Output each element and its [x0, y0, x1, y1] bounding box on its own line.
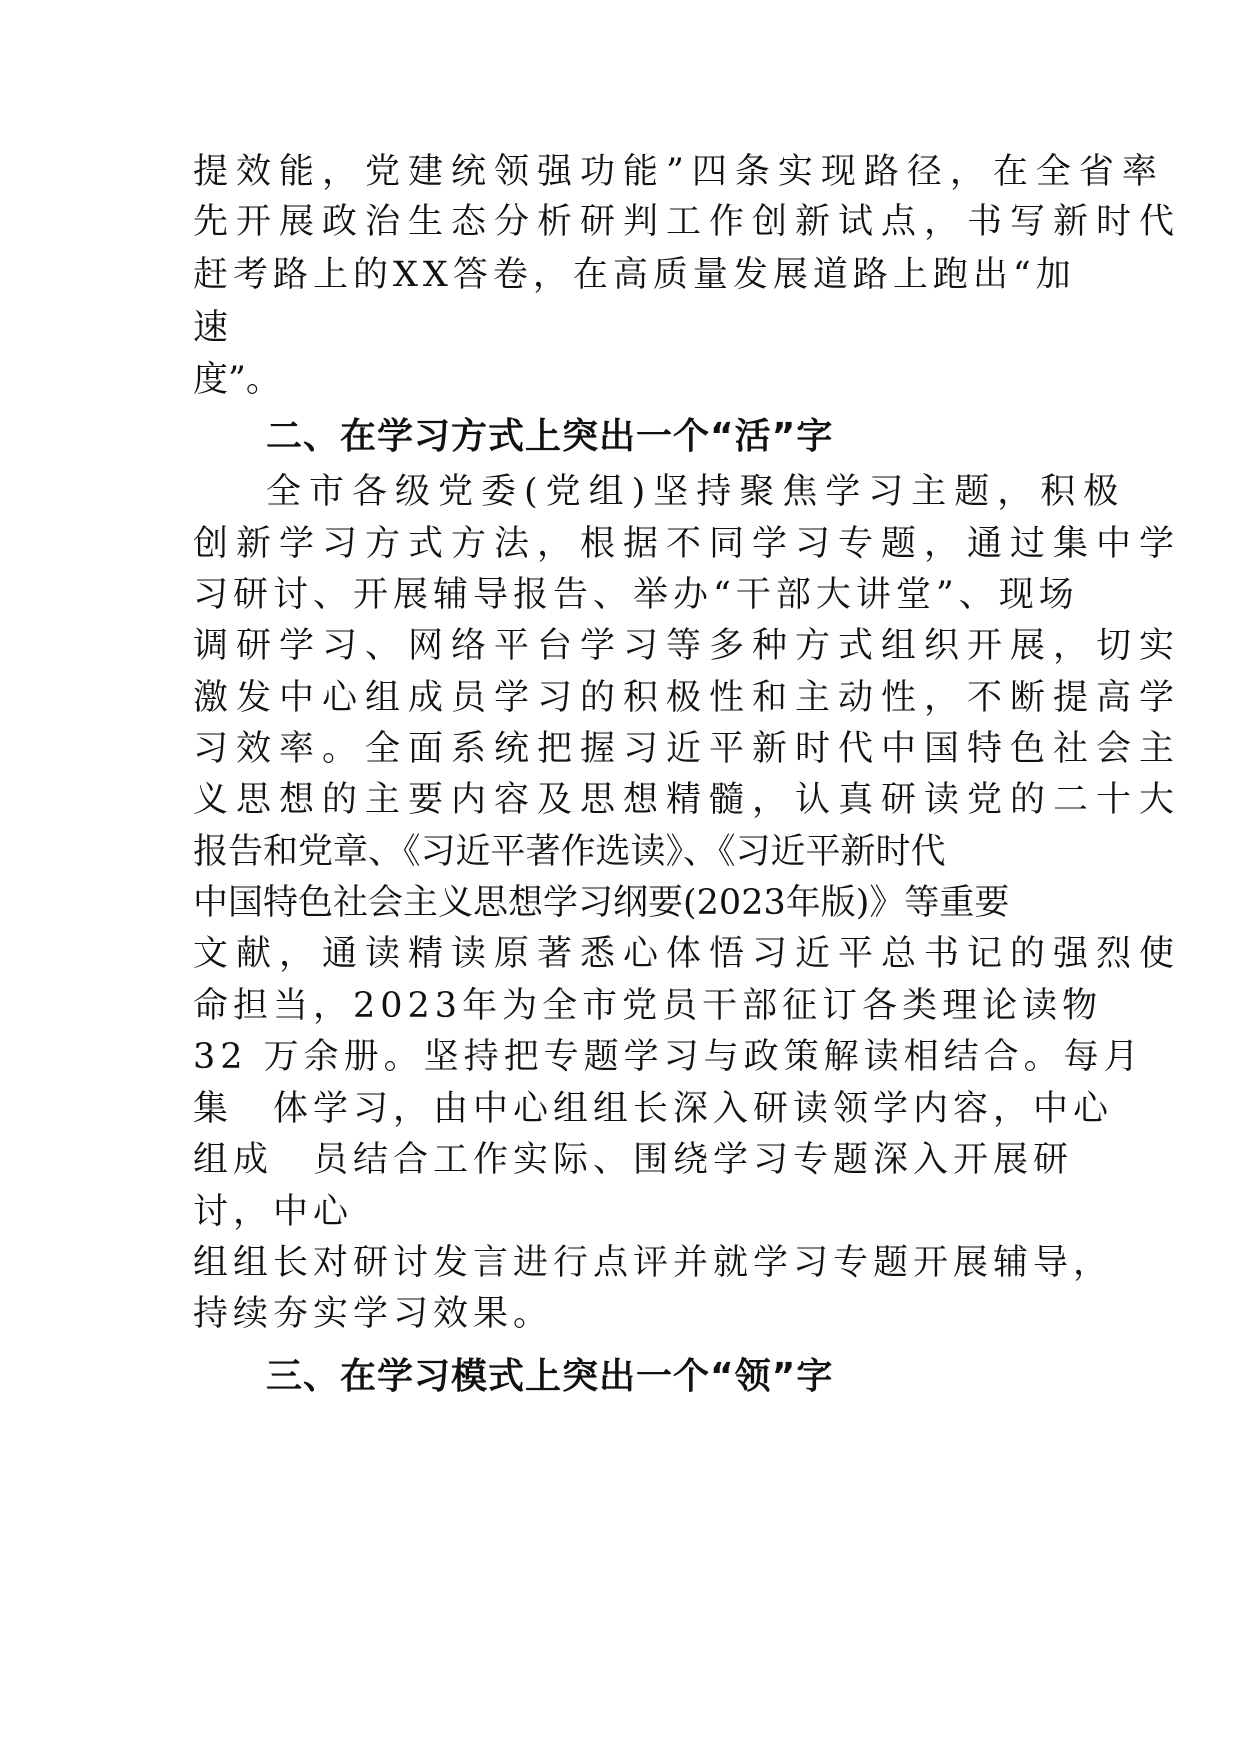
paragraph-line: 度”。 [193, 360, 281, 400]
paragraph-line: 习效率。全面系统把握习近平新时代中国特色社会主 [193, 729, 1183, 769]
paragraph-line: 文献，通读精读原著悉心体悟习近平总书记的强烈使 [193, 934, 1183, 974]
paragraph-line: 32 万余册。坚持把专题学习与政策解读相结合。每月 [193, 1037, 1144, 1077]
paragraph-line: 义思想的主要内容及思想精髓，认真研读党的二十大 [193, 780, 1183, 820]
paragraph-line: 组成 员结合工作实际、围绕学习专题深入开展研 [193, 1140, 1074, 1180]
paragraph-line: 习研讨、开展辅导报告、举办“干部大讲堂”、现场 [193, 575, 1079, 615]
paragraph-line: 集 体学习，由中心组组长深入研读领学内容，中心 [193, 1089, 1114, 1129]
paragraph-line: 先开展政治生态分析研判工作创新试点，书写新时代 [193, 202, 1183, 242]
paragraph-line: 组组长对研讨发言进行点评并就学习专题开展辅导， [193, 1243, 1114, 1283]
paragraph-line: 讨，中心 [193, 1192, 354, 1232]
section-heading: 二、在学习方式上突出一个“活”字 [266, 416, 834, 457]
paragraph-line: 报告和党章、《习近平著作选读》、《习近平新时代 [193, 832, 946, 872]
paragraph-line: 提效能，党建统领强功能”四条实现路径，在全省率 [193, 152, 1165, 192]
paragraph-line: 持续夯实学习效果。 [193, 1294, 554, 1334]
paragraph-line: 速 [193, 308, 229, 348]
paragraph-line: 赶考路上的XX答卷，在高质量发展道路上跑出“加 [193, 255, 1076, 295]
section-heading: 三、在学习模式上突出一个“领”字 [266, 1356, 834, 1397]
paragraph-line: 中国特色社会主义思想学习纲要(2023年版)》等重要 [193, 883, 1010, 923]
paragraph-line: 调研学习、网络平台学习等多种方式组织开展，切实 [193, 626, 1183, 666]
paragraph-line: 命担当，2023年为全市党员干部征订各类理论读物 [193, 986, 1103, 1026]
paragraph-line: 创新学习方式方法，根据不同学习专题，通过集中学 [193, 524, 1183, 564]
paragraph-line: 激发中心组成员学习的积极性和主动性，不断提高学 [193, 678, 1183, 718]
paragraph-line: 全市各级党委(党组)坚持聚焦学习主题，积极 [266, 472, 1127, 512]
